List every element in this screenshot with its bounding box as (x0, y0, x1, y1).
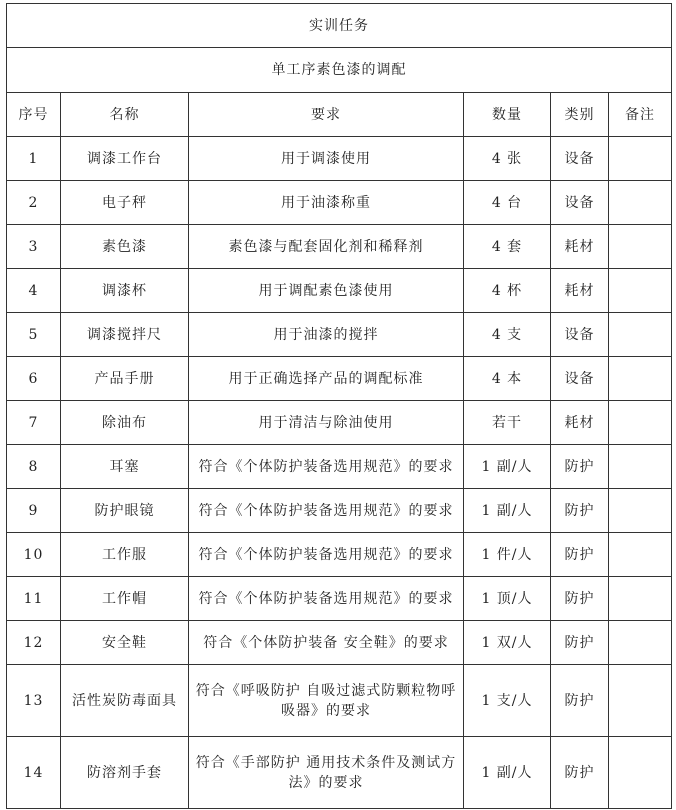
cell-requirement: 素色漆与配套固化剂和稀释剂 (189, 225, 464, 269)
cell-name: 电子秤 (61, 181, 189, 225)
cell-note (609, 357, 672, 401)
cell-requirement: 符合《手部防护 通用技术条件及测试方法》的要求 (189, 737, 464, 809)
cell-no: 7 (7, 401, 61, 445)
cell-name: 工作帽 (61, 577, 189, 621)
cell-note (609, 445, 672, 489)
header-requirement: 要求 (189, 93, 464, 137)
task-table (6, 3, 672, 809)
cell-no: 5 (7, 313, 61, 357)
cell-quantity: 4 台 (464, 181, 551, 225)
cell-requirement: 用于油漆的搅拌 (189, 313, 464, 357)
cell-requirement: 符合《个体防护装备选用规范》的要求 (189, 577, 464, 621)
header-name: 名称 (61, 93, 189, 137)
table-subtitle: 单工序素色漆的调配 (7, 48, 672, 93)
header-note: 备注 (609, 93, 672, 137)
cell-no: 10 (7, 533, 61, 577)
cell-quantity: 1 件/人 (464, 533, 551, 577)
cell-requirement: 用于清洁与除油使用 (189, 401, 464, 445)
cell-note (609, 665, 672, 737)
cell-note (609, 489, 672, 533)
cell-type: 耗材 (551, 269, 609, 313)
cell-requirement: 符合《个体防护装备选用规范》的要求 (189, 533, 464, 577)
cell-no: 13 (7, 665, 61, 737)
cell-name: 调漆搅拌尺 (61, 313, 189, 357)
cell-type: 设备 (551, 137, 609, 181)
cell-type: 防护 (551, 665, 609, 737)
table-row (7, 181, 672, 225)
cell-no: 8 (7, 445, 61, 489)
cell-requirement: 用于正确选择产品的调配标准 (189, 357, 464, 401)
cell-name: 耳塞 (61, 445, 189, 489)
cell-name: 活性炭防毒面具 (61, 665, 189, 737)
cell-no: 6 (7, 357, 61, 401)
table-row (7, 621, 672, 665)
table-row (7, 313, 672, 357)
cell-name: 调漆杯 (61, 269, 189, 313)
header-quantity: 数量 (464, 93, 551, 137)
cell-type: 防护 (551, 577, 609, 621)
table-row (7, 665, 672, 737)
table-row (7, 225, 672, 269)
header-type: 类别 (551, 93, 609, 137)
cell-note (609, 577, 672, 621)
header-row (7, 93, 672, 137)
cell-note (609, 313, 672, 357)
cell-name: 除油布 (61, 401, 189, 445)
cell-type: 设备 (551, 357, 609, 401)
cell-note (609, 533, 672, 577)
cell-name: 素色漆 (61, 225, 189, 269)
cell-note (609, 225, 672, 269)
table-row (7, 357, 672, 401)
table-row (7, 737, 672, 809)
cell-requirement: 用于调配素色漆使用 (189, 269, 464, 313)
cell-no: 1 (7, 137, 61, 181)
cell-name: 工作服 (61, 533, 189, 577)
table-row (7, 533, 672, 577)
cell-quantity: 1 顶/人 (464, 577, 551, 621)
table-row (7, 269, 672, 313)
cell-requirement: 符合《个体防护装备选用规范》的要求 (189, 445, 464, 489)
cell-quantity: 4 杯 (464, 269, 551, 313)
cell-no: 2 (7, 181, 61, 225)
cell-quantity: 1 副/人 (464, 489, 551, 533)
cell-quantity: 4 支 (464, 313, 551, 357)
cell-note (609, 401, 672, 445)
table-row (7, 401, 672, 445)
cell-no: 12 (7, 621, 61, 665)
cell-quantity: 4 本 (464, 357, 551, 401)
cell-name: 防溶剂手套 (61, 737, 189, 809)
cell-note (609, 621, 672, 665)
table-row (7, 489, 672, 533)
cell-no: 14 (7, 737, 61, 809)
table-title: 实训任务 (7, 4, 672, 48)
cell-type: 防护 (551, 489, 609, 533)
cell-type: 防护 (551, 533, 609, 577)
cell-requirement: 符合《个体防护装备选用规范》的要求 (189, 489, 464, 533)
cell-requirement: 用于调漆使用 (189, 137, 464, 181)
cell-type: 耗材 (551, 401, 609, 445)
cell-quantity: 1 副/人 (464, 445, 551, 489)
cell-note (609, 737, 672, 809)
cell-no: 4 (7, 269, 61, 313)
cell-name: 产品手册 (61, 357, 189, 401)
cell-quantity: 1 支/人 (464, 665, 551, 737)
cell-name: 调漆工作台 (61, 137, 189, 181)
header-no: 序号 (7, 93, 61, 137)
cell-type: 防护 (551, 737, 609, 809)
table-row (7, 137, 672, 181)
cell-requirement: 符合《个体防护装备 安全鞋》的要求 (189, 621, 464, 665)
table-row (7, 577, 672, 621)
cell-type: 设备 (551, 313, 609, 357)
cell-note (609, 269, 672, 313)
cell-type: 防护 (551, 445, 609, 489)
cell-quantity: 若干 (464, 401, 551, 445)
cell-quantity: 1 副/人 (464, 737, 551, 809)
cell-requirement: 符合《呼吸防护 自吸过滤式防颗粒物呼吸器》的要求 (189, 665, 464, 737)
cell-quantity: 1 双/人 (464, 621, 551, 665)
cell-type: 设备 (551, 181, 609, 225)
cell-quantity: 4 套 (464, 225, 551, 269)
cell-note (609, 181, 672, 225)
cell-requirement: 用于油漆称重 (189, 181, 464, 225)
cell-type: 防护 (551, 621, 609, 665)
cell-no: 9 (7, 489, 61, 533)
cell-note (609, 137, 672, 181)
table-row (7, 445, 672, 489)
cell-type: 耗材 (551, 225, 609, 269)
cell-name: 安全鞋 (61, 621, 189, 665)
cell-no: 3 (7, 225, 61, 269)
cell-name: 防护眼镜 (61, 489, 189, 533)
cell-quantity: 4 张 (464, 137, 551, 181)
cell-no: 11 (7, 577, 61, 621)
